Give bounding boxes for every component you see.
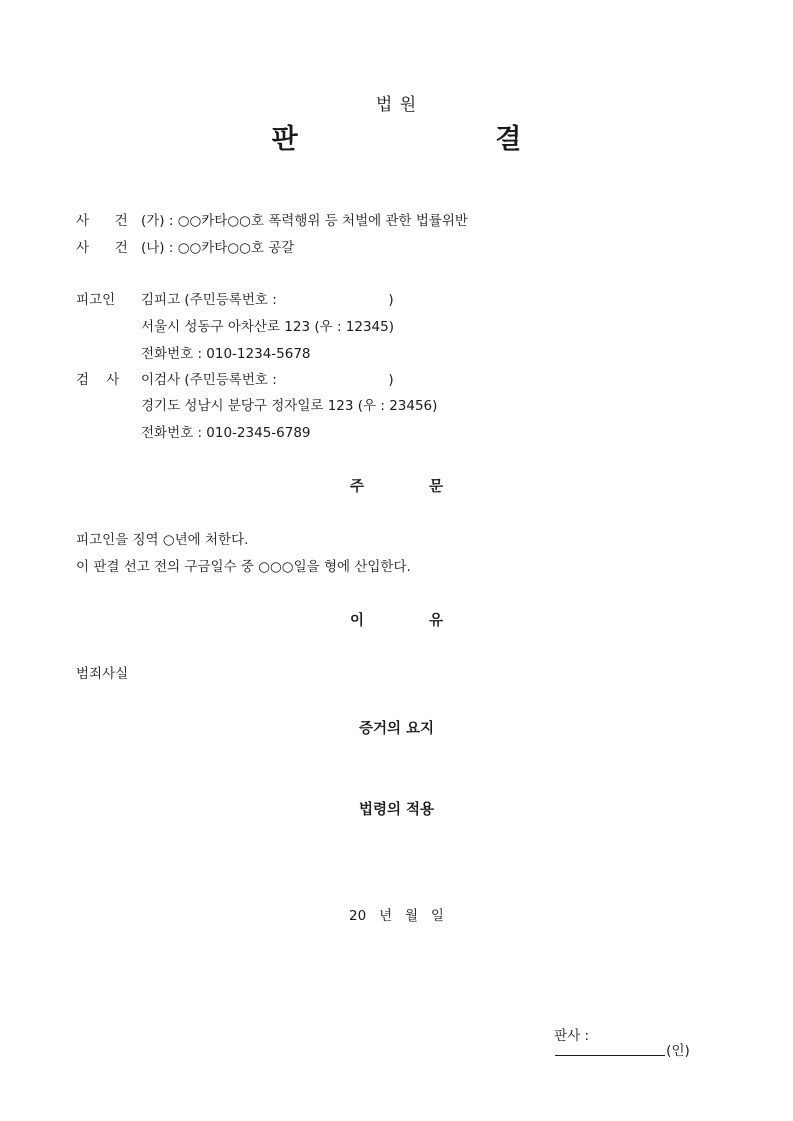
order-line-2: 이 판결 선고 전의 구금일수 중 ○○○일을 형에 산입한다. — [76, 559, 411, 575]
signature-line — [555, 1043, 665, 1056]
order-heading: 주 문 — [349, 479, 444, 495]
reasons-heading: 이 유 — [349, 613, 444, 629]
prosecutor-phone: 전화번호 : 010-2345-6789 — [141, 425, 311, 441]
defendant-phone: 전화번호 : 010-1234-5678 — [141, 346, 311, 362]
defendant-name: 김피고 (주민등록번호 : ) — [141, 292, 394, 308]
law-heading: 법령의 적용 — [358, 802, 435, 818]
prosecutor-label: 검 사 — [76, 372, 120, 388]
case-label-1: 사 건 — [76, 213, 128, 229]
court-name: 법 원 — [375, 95, 418, 115]
seal-mark: (인) — [666, 1043, 690, 1059]
case-value-2: (나) : ○○카타○○호 공갈 — [141, 240, 295, 256]
defendant-address: 서울시 성동구 아차산로 123 (우 : 12345) — [141, 319, 394, 335]
order-line-1: 피고인을 징역 ○년에 처한다. — [76, 532, 249, 548]
evidence-heading: 증거의 요지 — [358, 721, 435, 737]
crime-facts-heading: 범죄사실 — [76, 666, 129, 682]
case-label-2: 사 건 — [76, 240, 128, 256]
judge-label: 판사 : — [554, 1027, 590, 1044]
case-value-1: (가) : ○○카타○○호 폭력행위 등 처벌에 관한 법률위반 — [141, 213, 468, 229]
judge-signature — [537, 1016, 690, 1072]
prosecutor-name: 이검사 (주민등록번호 : ) — [141, 372, 394, 388]
defendant-label: 피고인 — [76, 292, 116, 308]
prosecutor-address: 경기도 성남시 분당구 정자일로 123 (우 : 23456) — [141, 398, 438, 414]
document-title: 판 결 — [271, 124, 522, 155]
judgment-date: 20 년 월 일 — [349, 908, 444, 924]
